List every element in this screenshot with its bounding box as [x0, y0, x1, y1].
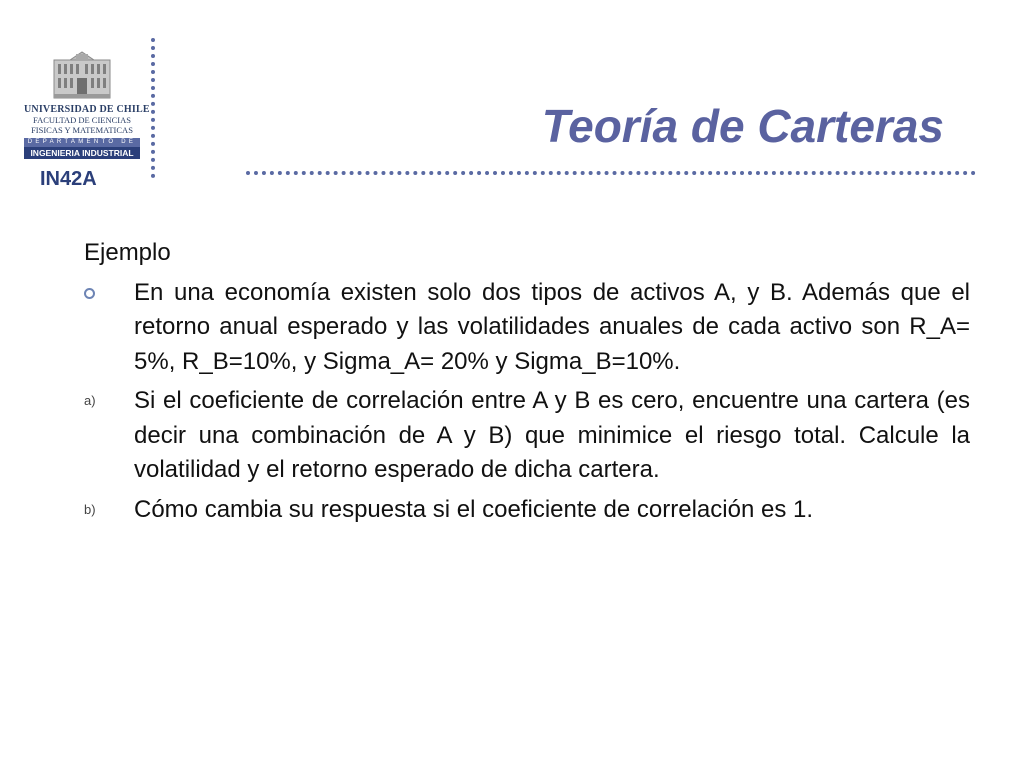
- list-item-marker: a): [84, 393, 96, 408]
- department-name: INGENIERIA INDUSTRIAL: [24, 147, 140, 159]
- course-code: IN42A: [40, 168, 97, 190]
- university-logo: [24, 50, 150, 159]
- list-item-text: En una economía existen solo dos tipos de activos A, y B. Además que el retorno anual esperado y las volatilidades anuales de cada activo son R_A= 5%, R_B=10%, y Sigma_A= 20% y Sigma_B=10%.: [134, 278, 970, 375]
- university-building-icon: [50, 50, 114, 100]
- list-item-text: Cómo cambia su respuesta si el coeficiente de correlación es 1.: [134, 495, 814, 523]
- list-item: [84, 384, 970, 488]
- department-label: DEPARTAMENTO DE: [24, 138, 140, 147]
- list-item-text: Si el coeficiente de correlación entre A y B es cero, encuentre una cartera (es decir una combinación de A y B) que minimice el riesgo total. Calcule la volatilidad y el retorno esperado de dicha cartera.: [134, 387, 970, 483]
- list-item: [84, 276, 970, 380]
- list-item: [84, 493, 970, 528]
- title-underline-divider: [246, 171, 976, 175]
- section-heading: Ejemplo: [84, 239, 171, 266]
- list-item-marker: b): [84, 501, 96, 517]
- vertical-divider: [151, 38, 155, 178]
- faculty-line-1: FACULTAD DE CIENCIAS: [32, 115, 132, 125]
- slide-content: [84, 236, 970, 532]
- page-title: Teoría de Carteras: [541, 100, 944, 152]
- university-name: UNIVERSIDAD DE CHILE: [24, 104, 150, 115]
- faculty-line-2: FISICAS Y MATEMATICAS: [31, 125, 133, 135]
- bullet-icon: [84, 288, 95, 299]
